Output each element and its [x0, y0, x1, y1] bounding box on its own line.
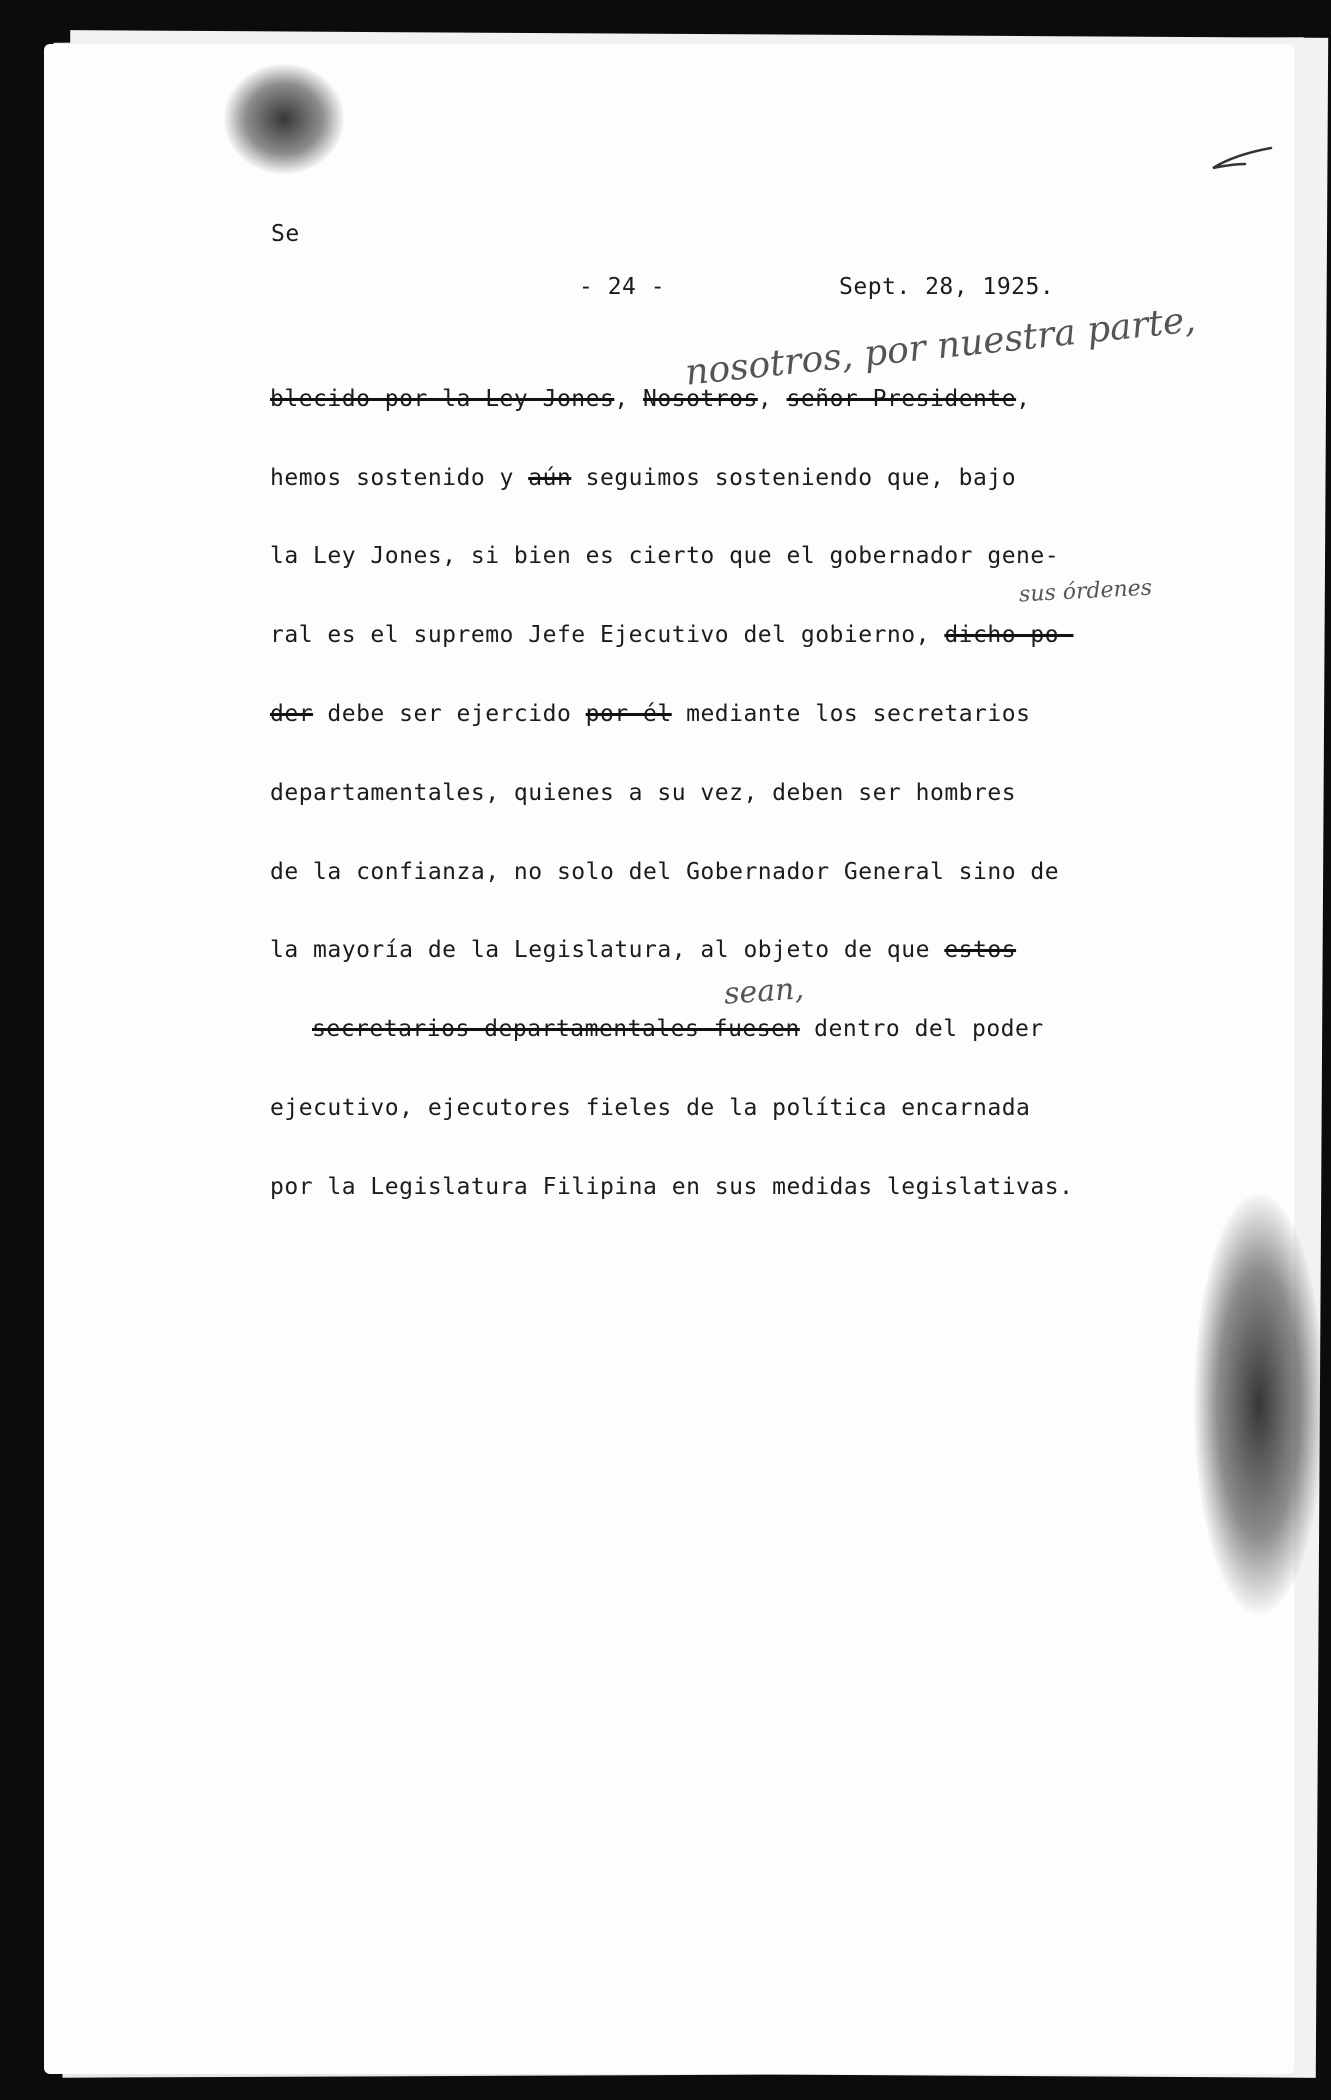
text-line: [270, 622, 1073, 648]
text-segment: mediante los secretarios: [671, 701, 1031, 727]
text-line: [270, 1174, 1073, 1200]
struck-text: secretarios departamentales fuesen: [312, 1016, 800, 1042]
text-segment: ,: [614, 386, 644, 412]
struck-text: estos: [944, 937, 1017, 963]
ink-smudge-top: [224, 64, 344, 174]
struck-text: aún: [528, 465, 572, 491]
initials: Se: [271, 221, 300, 247]
text-segment: departamentales, quienes a su vez, deben ser hombres: [270, 780, 1017, 806]
typed-page: [44, 44, 1294, 2074]
text-line: [270, 701, 1030, 727]
check-mark-icon: [1209, 144, 1279, 174]
ink-smudge-right: [1194, 1194, 1324, 1614]
text-segment: ,: [757, 386, 787, 412]
struck-text: señor Presidente: [786, 386, 1017, 412]
text-segment: dentro del poder: [799, 1016, 1044, 1042]
handwritten-insert: sean,: [722, 971, 806, 1012]
page-number: - 24 -: [579, 274, 666, 300]
text-segment: ral es el supremo Jefe Ejecutivo del gobierno,: [270, 622, 945, 648]
text-segment: debe ser ejercido: [313, 701, 586, 727]
text-segment: la mayoría de la Legislatura, al objeto de que: [270, 937, 945, 963]
text-line: [270, 859, 1059, 885]
struck-text: Nosotros: [643, 386, 758, 412]
text-segment: seguimos sosteniendo que, bajo: [571, 465, 1017, 491]
text-line: [270, 465, 1016, 491]
text-line: [270, 543, 1059, 569]
text-segment: de la confianza, no solo del Gobernador General sino de: [270, 859, 1060, 885]
text-line: [270, 386, 1030, 412]
text-segment: ,: [1016, 386, 1031, 412]
text-segment: por la Legislatura Filipina en sus medidas legislativas.: [270, 1174, 1074, 1200]
document-date: Sept. 28, 1925.: [839, 274, 1055, 300]
text-line: [312, 1016, 1044, 1042]
text-line: [270, 937, 1016, 963]
struck-text: dicho po-: [944, 622, 1074, 648]
text-segment: ejecutivo, ejecutores fieles de la política encarnada: [270, 1095, 1031, 1121]
struck-text: der: [270, 701, 314, 727]
handwritten-insert: nosotros, por nuestra parte,: [683, 299, 1198, 394]
struck-text: por él: [585, 701, 672, 727]
struck-text: blecido por la Ley Jones: [270, 386, 615, 412]
text-line: [270, 780, 1016, 806]
text-line: [270, 1095, 1030, 1121]
handwritten-insert: sus órdenes: [1018, 575, 1153, 608]
text-segment: la Ley Jones, si bien es cierto que el gobernador gene-: [270, 543, 1060, 569]
text-segment: hemos sostenido y: [270, 465, 529, 491]
